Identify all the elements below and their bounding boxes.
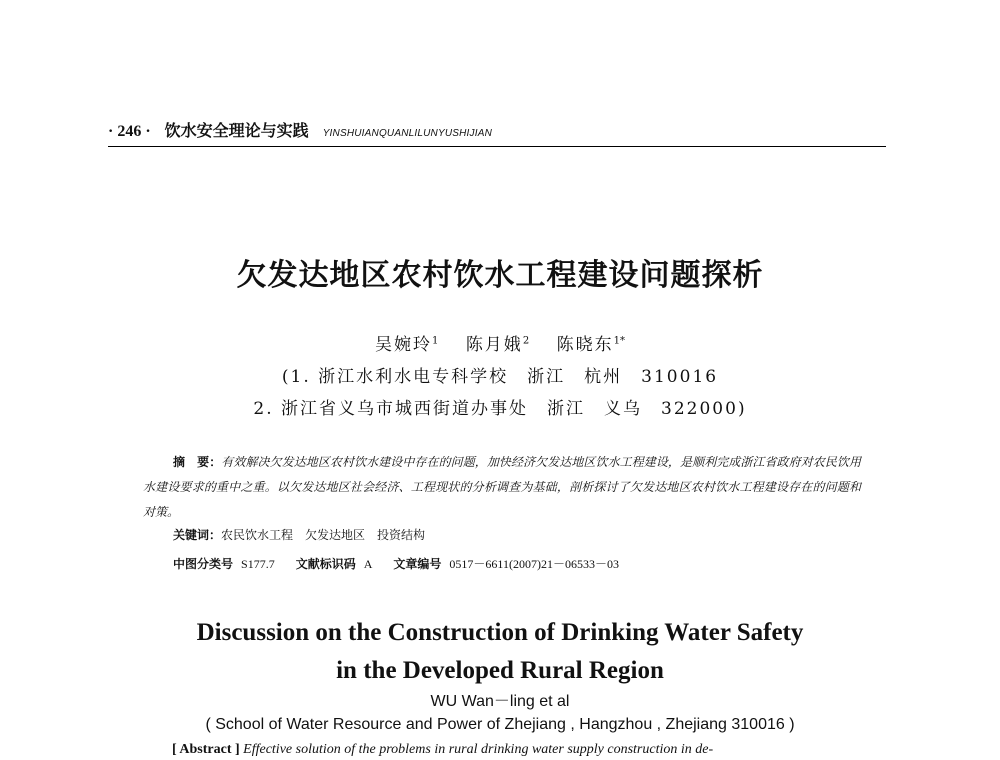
header-rule xyxy=(108,146,886,147)
running-header xyxy=(108,118,886,141)
abstract-en-text: Effective solution of the problems in rural drinking water supply construction in de- xyxy=(243,742,714,757)
title-en-line2: in the Developed Rural Region xyxy=(336,657,664,684)
affiliation-1: (1. 浙江水利水电专科学校 浙江 杭州 310016 xyxy=(281,367,719,387)
author-mark: 1* xyxy=(613,335,625,347)
author-name: 陈月娥 xyxy=(465,335,523,355)
author-mark: 1 xyxy=(432,335,439,347)
author-list xyxy=(0,330,1000,355)
keywords-label: 关键词： xyxy=(173,528,222,542)
title-en-line1: Discussion on the Construction of Drinking Water Safety xyxy=(196,619,804,646)
author-name: 吴婉玲 xyxy=(375,335,433,355)
abstract-en xyxy=(172,742,872,760)
abstract-cn xyxy=(143,450,861,525)
clc-value: S177.7 xyxy=(241,557,275,571)
abstract-cn-label: 摘 要： xyxy=(173,455,222,469)
article-title-cn: 欠发达地区农村饮水工程建设问题探析 xyxy=(236,258,764,293)
author xyxy=(557,335,625,355)
keywords-text: 农民饮水工程 欠发达地区 投资结构 xyxy=(221,528,426,542)
author xyxy=(375,335,438,355)
journal-title-pinyin: YINSHUIANQUANLILUNYUSHIJIAN xyxy=(322,128,493,139)
journal-title-cn: 饮水安全理论与实践 xyxy=(164,121,309,140)
author-en: WU Wan－ling et al xyxy=(430,693,570,710)
doc-code-label: 文献标识码 xyxy=(295,557,356,571)
author xyxy=(466,335,529,355)
article-no-value: 0517－6611(2007)21－06533－03 xyxy=(449,557,619,571)
classification-line xyxy=(173,555,637,572)
abstract-cn-text: 有效解决欠发达地区农村饮水建设中存在的问题，加快经济欠发达地区饮水工程建设，是顺利完成浙江省政府对农民饮用水建设要求的重中之重。以欠发达地区社会经济、工程现状的分析调查为基础，剖析探讨了欠发达地区农村饮水工程建设存在的问题和对策。 xyxy=(143,455,861,519)
clc-label: 中图分类号 xyxy=(173,557,234,571)
author-name: 陈晓东 xyxy=(556,335,614,355)
affiliation-2: 2. 浙江省义乌市城西街道办事处 浙江 义乌 322000) xyxy=(253,399,747,419)
article-title-en xyxy=(0,614,1000,690)
author-mark: 2 xyxy=(522,335,530,347)
doc-code-value: A xyxy=(363,557,373,571)
keywords xyxy=(173,526,425,543)
affiliation-en: ( School of Water Resource and Power of Zhejiang , Hangzhou , Zhejiang 310016 ) xyxy=(205,716,795,733)
abstract-en-label: [ Abstract ] xyxy=(172,742,240,757)
article-no-label: 文章编号 xyxy=(393,557,442,571)
page-number: · 246 · xyxy=(108,123,151,140)
